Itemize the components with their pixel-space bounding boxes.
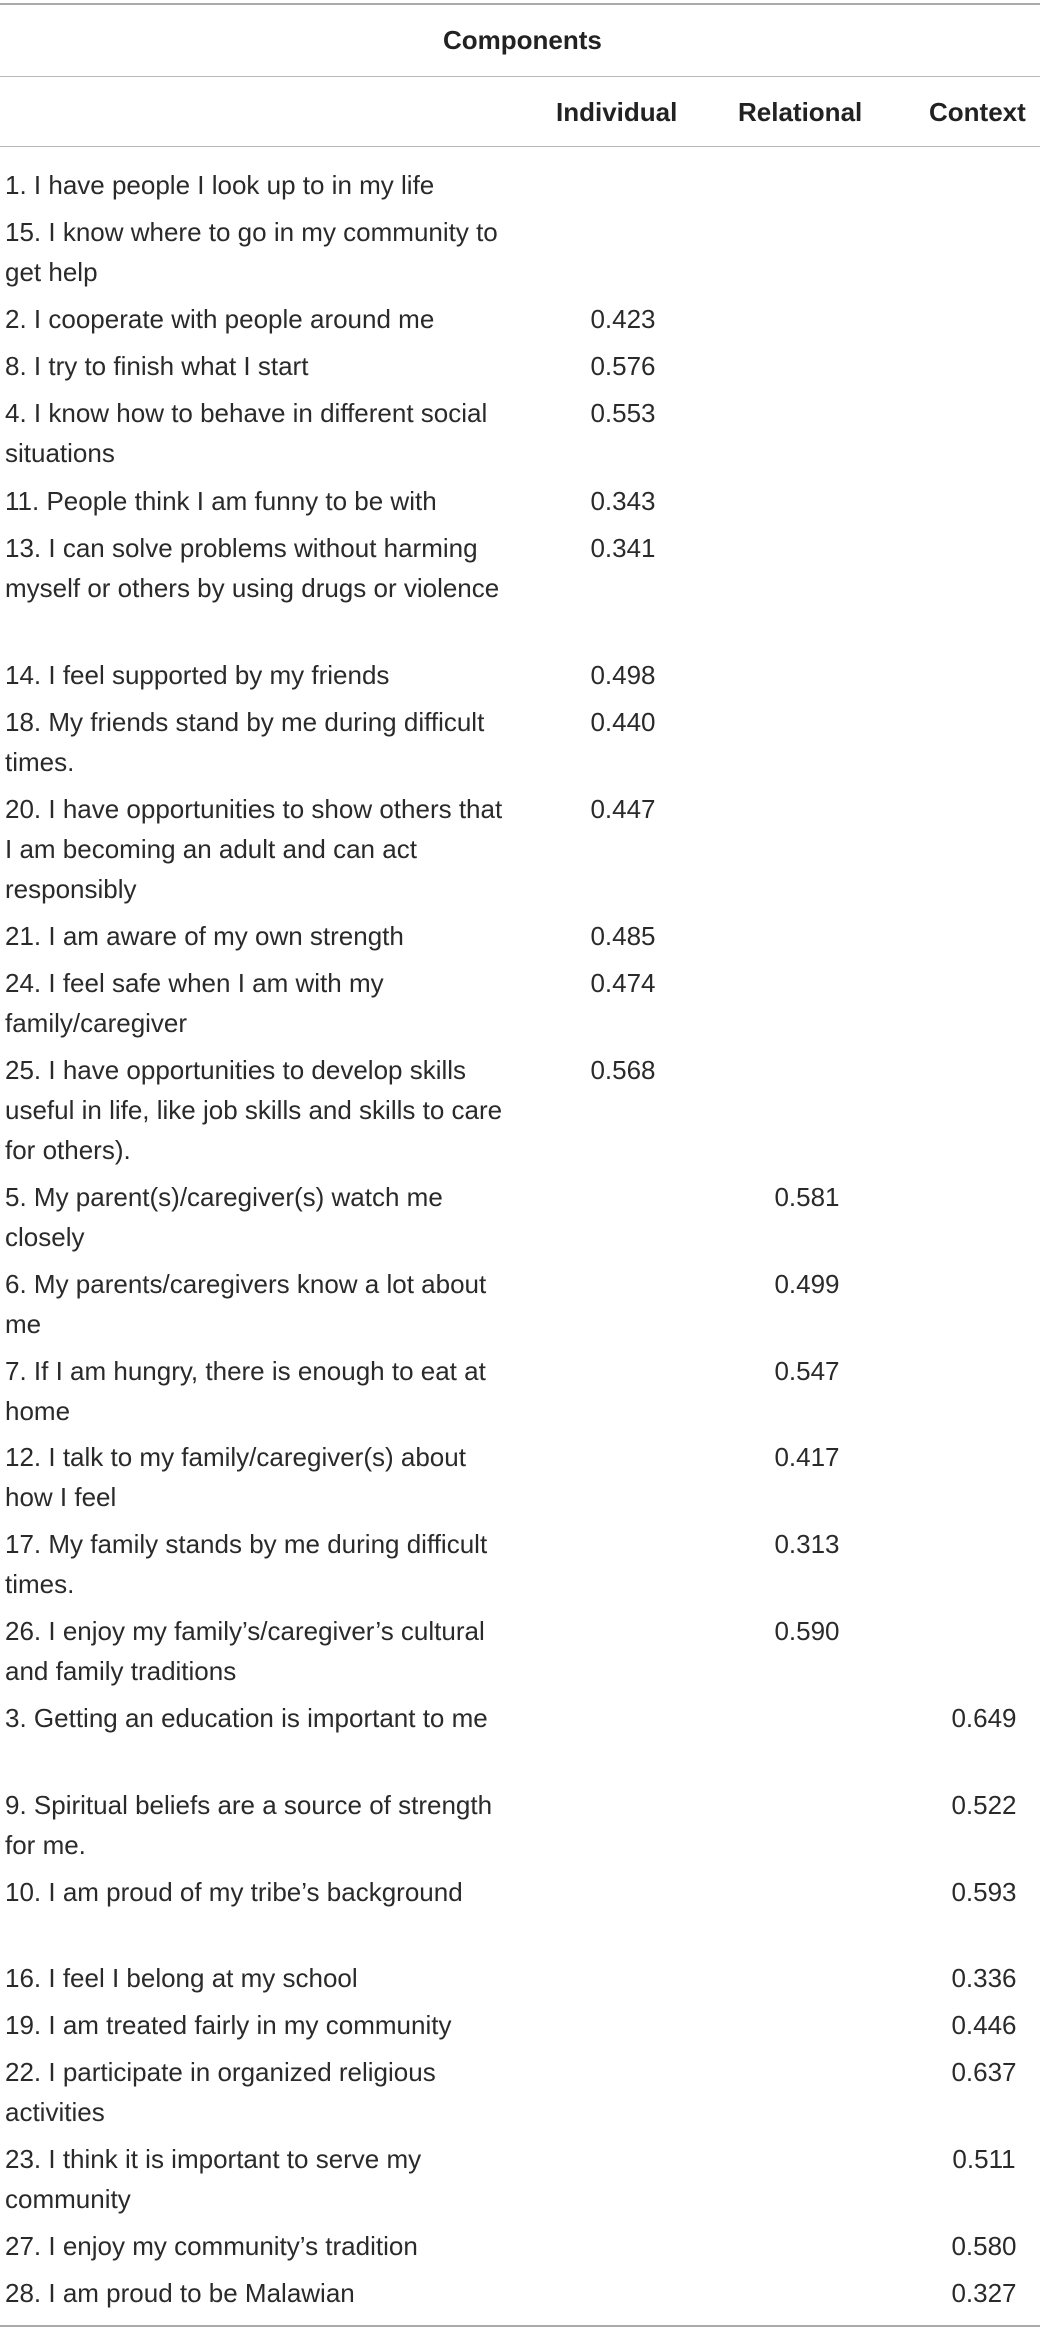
column-header-relational: Relational (738, 97, 863, 127)
components-rule (0, 76, 1040, 77)
item-label: 9. Spiritual beliefs are a source of strength for me. (5, 1790, 493, 1860)
loading-relational: 0.499 (774, 1269, 840, 1299)
top-rule (0, 3, 1040, 5)
loading-individual: 0.553 (590, 398, 656, 428)
item-label: 15. I know where to go in my community to get help (5, 217, 498, 287)
loading-context: 0.522 (951, 1790, 1017, 1820)
item-label: 28. I am proud to be Malawian (5, 2278, 355, 2308)
item-label: 18. My friends stand by me during difficult times. (5, 707, 485, 777)
item-label: 5. My parent(s)/caregiver(s) watch me closely (5, 1182, 443, 1252)
loading-context: 0.511 (952, 2144, 1016, 2174)
item-label: 26. I enjoy my family’s/caregiver’s cultural and family traditions (5, 1616, 485, 1686)
item-label: 14. I feel supported by my friends (5, 660, 390, 690)
loading-relational: 0.590 (774, 1616, 840, 1646)
loading-context: 0.336 (951, 1963, 1017, 1993)
loading-individual: 0.423 (590, 304, 656, 334)
item-label: 23. I think it is important to serve my community (5, 2144, 422, 2214)
loading-context: 0.580 (951, 2231, 1017, 2261)
item-label: 25. I have opportunities to develop skills useful in life, like job skills and skills to care for others). (5, 1055, 503, 1165)
loading-relational: 0.313 (774, 1529, 840, 1559)
item-label: 20. I have opportunities to show others that I am becoming an adult and can act responsibly (5, 794, 503, 904)
loading-individual: 0.447 (590, 794, 656, 824)
loading-context: 0.637 (951, 2057, 1017, 2087)
loading-individual: 0.576 (590, 351, 656, 381)
column-header-individual: Individual (556, 97, 678, 127)
item-label: 21. I am aware of my own strength (5, 921, 404, 951)
item-label: 27. I enjoy my community’s tradition (5, 2231, 418, 2261)
item-label: 12. I talk to my family/caregiver(s) about how I feel (5, 1442, 466, 1512)
bottom-rule (0, 2325, 1040, 2327)
item-label: 19. I am treated fairly in my community (5, 2010, 452, 2040)
loading-context: 0.649 (951, 1703, 1017, 1733)
item-label: 10. I am proud of my tribe’s background (5, 1877, 463, 1907)
item-label: 22. I participate in organized religious activities (5, 2057, 436, 2127)
item-label: 16. I feel I belong at my school (5, 1963, 358, 1993)
loading-individual: 0.341 (590, 533, 656, 563)
loading-context: 0.327 (951, 2278, 1017, 2308)
item-label: 2. I cooperate with people around me (5, 304, 435, 334)
item-label: 17. My family stands by me during difficult times. (5, 1529, 488, 1599)
header-rule (0, 146, 1040, 147)
components-header: Components (443, 25, 602, 55)
item-label: 1. I have people I look up to in my life (5, 170, 435, 200)
item-label: 4. I know how to behave in different social situations (5, 398, 488, 468)
loading-context: 0.593 (951, 1877, 1017, 1907)
item-label: 3. Getting an education is important to me (5, 1703, 488, 1733)
loading-individual: 0.440 (590, 707, 656, 737)
loading-relational: 0.547 (774, 1356, 840, 1386)
loading-context: 0.446 (951, 2010, 1017, 2040)
item-label: 11. People think I am funny to be with (5, 486, 437, 516)
loading-relational: 0.417 (774, 1442, 840, 1472)
loading-individual: 0.485 (590, 921, 656, 951)
item-label: 7. If I am hungry, there is enough to eat at home (5, 1356, 486, 1426)
item-label: 13. I can solve problems without harming myself or others by using drugs or violence (5, 533, 500, 603)
loading-relational: 0.581 (774, 1182, 840, 1212)
item-label: 24. I feel safe when I am with my family/caregiver (5, 968, 384, 1038)
loading-individual: 0.498 (590, 660, 656, 690)
loading-individual: 0.568 (590, 1055, 656, 1085)
loading-individual: 0.343 (590, 486, 656, 516)
item-label: 6. My parents/caregivers know a lot about me (5, 1269, 487, 1339)
column-header-context: Context (929, 97, 1026, 127)
loading-individual: 0.474 (590, 968, 656, 998)
item-label: 8. I try to finish what I start (5, 351, 309, 381)
